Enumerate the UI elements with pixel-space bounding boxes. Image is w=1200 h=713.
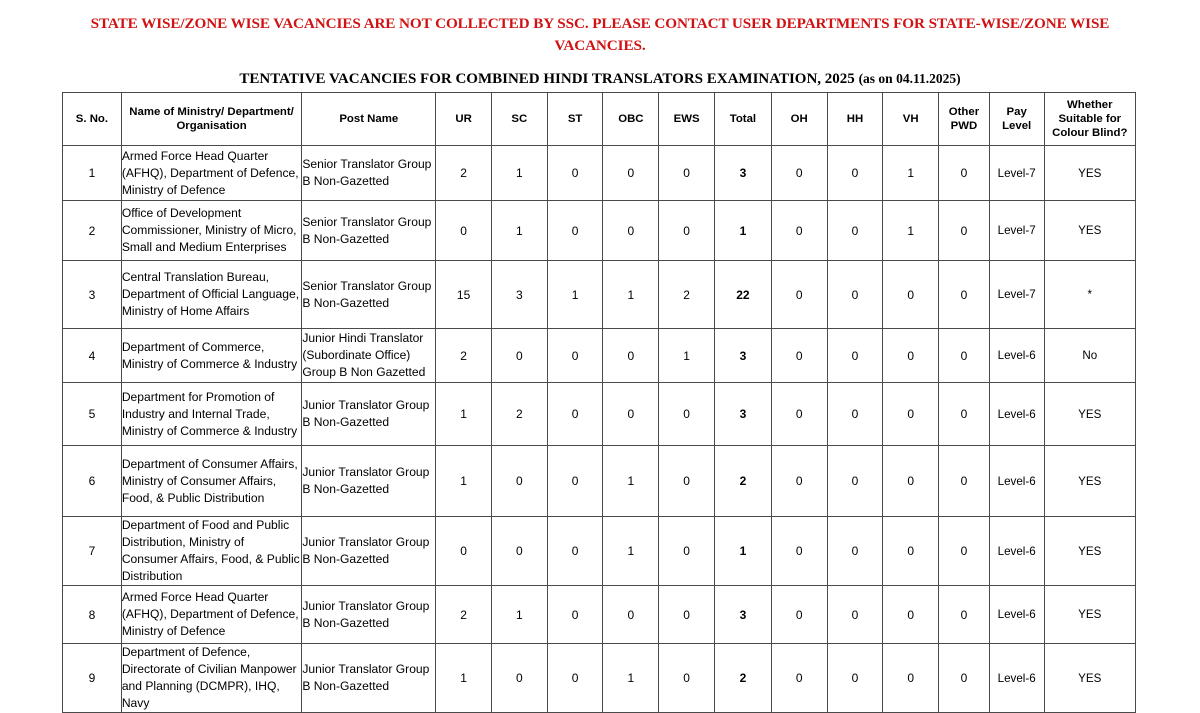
cell-colour-blind: YES bbox=[1044, 517, 1135, 586]
table-row bbox=[63, 517, 1136, 586]
cell-st: 1 bbox=[547, 261, 603, 329]
cell-st: 0 bbox=[547, 329, 603, 383]
cell-ministry: Department of Food and Public Distribution, Ministry of Consumer Affairs, Food, & Public Distribution bbox=[121, 517, 302, 586]
cell-colour-blind: No bbox=[1044, 329, 1135, 383]
cell-ministry: Armed Force Head Quarter (AFHQ), Department of Defence, Ministry of Defence bbox=[121, 146, 302, 201]
cell-sc: 2 bbox=[491, 383, 547, 446]
cell-pay-level: Level-6 bbox=[989, 383, 1044, 446]
cell-obc: 1 bbox=[603, 261, 659, 329]
cell-post-name: Junior Translator Group B Non-Gazetted bbox=[302, 586, 436, 644]
cell-ministry: Department for Promotion of Industry and Internal Trade, Ministry of Commerce & Industry bbox=[121, 383, 302, 446]
table-row bbox=[63, 261, 1136, 329]
cell-oh: 0 bbox=[771, 586, 827, 644]
col-header-ur: UR bbox=[436, 93, 492, 146]
cell-other-pwd: 0 bbox=[939, 329, 990, 383]
cell-other-pwd: 0 bbox=[939, 446, 990, 517]
cell-vh: 0 bbox=[883, 517, 939, 586]
cell-vh: 1 bbox=[883, 146, 939, 201]
cell-obc: 0 bbox=[603, 329, 659, 383]
cell-post-name: Junior Translator Group B Non-Gazetted bbox=[302, 517, 436, 586]
cell-ews: 0 bbox=[659, 586, 715, 644]
cell-ews: 0 bbox=[659, 201, 715, 261]
cell-sno: 3 bbox=[63, 261, 122, 329]
cell-ews: 2 bbox=[659, 261, 715, 329]
cell-sno: 8 bbox=[63, 586, 122, 644]
cell-sc: 0 bbox=[491, 517, 547, 586]
col-header-post-name: Post Name bbox=[302, 93, 436, 146]
cell-oh: 0 bbox=[771, 146, 827, 201]
cell-pay-level: Level-6 bbox=[989, 644, 1044, 713]
cell-post-name: Junior Translator Group B Non-Gazetted bbox=[302, 644, 436, 713]
cell-hh: 0 bbox=[827, 586, 883, 644]
cell-vh: 0 bbox=[883, 644, 939, 713]
table-header bbox=[63, 93, 1136, 146]
cell-ur: 1 bbox=[436, 446, 492, 517]
cell-sc: 3 bbox=[491, 261, 547, 329]
cell-obc: 0 bbox=[603, 586, 659, 644]
cell-pay-level: Level-6 bbox=[989, 329, 1044, 383]
cell-oh: 0 bbox=[771, 261, 827, 329]
cell-total: 22 bbox=[715, 261, 772, 329]
cell-colour-blind: YES bbox=[1044, 383, 1135, 446]
cell-other-pwd: 0 bbox=[939, 586, 990, 644]
cell-pay-level: Level-7 bbox=[989, 261, 1044, 329]
cell-hh: 0 bbox=[827, 201, 883, 261]
cell-other-pwd: 0 bbox=[939, 383, 990, 446]
cell-post-name: Senior Translator Group B Non-Gazetted bbox=[302, 146, 436, 201]
vacancy-table bbox=[62, 92, 1136, 713]
cell-obc: 0 bbox=[603, 383, 659, 446]
cell-sno: 4 bbox=[63, 329, 122, 383]
table-row bbox=[63, 329, 1136, 383]
state-wise-notice: STATE WISE/ZONE WISE VACANCIES ARE NOT COLLECTED BY SSC. PLEASE CONTACT USER DEPARTMENTS FOR STATE-WISE/ZONE WISE VACANCIES. bbox=[90, 15, 1110, 54]
cell-ur: 2 bbox=[436, 146, 492, 201]
cell-hh: 0 bbox=[827, 517, 883, 586]
col-header-ministry: Name of Ministry/ Department/ Organisation bbox=[121, 93, 302, 146]
cell-sc: 0 bbox=[491, 329, 547, 383]
cell-obc: 0 bbox=[603, 146, 659, 201]
cell-ministry: Office of Development Commissioner, Ministry of Micro, Small and Medium Enterprises bbox=[121, 201, 302, 261]
cell-ur: 2 bbox=[436, 329, 492, 383]
cell-vh: 0 bbox=[883, 586, 939, 644]
cell-obc: 1 bbox=[603, 517, 659, 586]
cell-hh: 0 bbox=[827, 383, 883, 446]
col-header-st: ST bbox=[547, 93, 603, 146]
cell-ministry: Department of Consumer Affairs, Ministry of Consumer Affairs, Food, & Public Distribution bbox=[121, 446, 302, 517]
cell-ministry: Department of Defence, Directorate of Civilian Manpower and Planning (DCMPR), IHQ, Navy bbox=[121, 644, 302, 713]
cell-post-name: Junior Translator Group B Non-Gazetted bbox=[302, 446, 436, 517]
cell-total: 3 bbox=[715, 383, 772, 446]
cell-other-pwd: 0 bbox=[939, 201, 990, 261]
cell-st: 0 bbox=[547, 146, 603, 201]
cell-ur: 0 bbox=[436, 201, 492, 261]
cell-vh: 1 bbox=[883, 201, 939, 261]
table-row bbox=[63, 586, 1136, 644]
cell-pay-level: Level-7 bbox=[989, 201, 1044, 261]
cell-sc: 1 bbox=[491, 146, 547, 201]
col-header-sc: SC bbox=[491, 93, 547, 146]
cell-other-pwd: 0 bbox=[939, 146, 990, 201]
cell-hh: 0 bbox=[827, 261, 883, 329]
table-row bbox=[63, 146, 1136, 201]
cell-pay-level: Level-6 bbox=[989, 517, 1044, 586]
table-body bbox=[63, 146, 1136, 713]
col-header-total: Total bbox=[715, 93, 772, 146]
col-header-vh: VH bbox=[883, 93, 939, 146]
cell-hh: 0 bbox=[827, 446, 883, 517]
cell-other-pwd: 0 bbox=[939, 517, 990, 586]
cell-hh: 0 bbox=[827, 146, 883, 201]
cell-total: 1 bbox=[715, 517, 772, 586]
cell-colour-blind: YES bbox=[1044, 201, 1135, 261]
cell-other-pwd: 0 bbox=[939, 644, 990, 713]
cell-ur: 1 bbox=[436, 644, 492, 713]
cell-obc: 0 bbox=[603, 201, 659, 261]
table-row bbox=[63, 644, 1136, 713]
cell-oh: 0 bbox=[771, 201, 827, 261]
cell-ews: 1 bbox=[659, 329, 715, 383]
cell-vh: 0 bbox=[883, 446, 939, 517]
cell-vh: 0 bbox=[883, 261, 939, 329]
cell-ur: 1 bbox=[436, 383, 492, 446]
table-row bbox=[63, 201, 1136, 261]
cell-total: 3 bbox=[715, 329, 772, 383]
page-title-asof-date: (as on 04.11.2025) bbox=[858, 71, 961, 86]
cell-ministry: Department of Commerce, Ministry of Commerce & Industry bbox=[121, 329, 302, 383]
vacancy-table-wrapper bbox=[62, 92, 1136, 713]
cell-total: 2 bbox=[715, 644, 772, 713]
cell-other-pwd: 0 bbox=[939, 261, 990, 329]
cell-sno: 1 bbox=[63, 146, 122, 201]
cell-ews: 0 bbox=[659, 446, 715, 517]
cell-ur: 2 bbox=[436, 586, 492, 644]
cell-st: 0 bbox=[547, 383, 603, 446]
cell-total: 3 bbox=[715, 586, 772, 644]
cell-sno: 9 bbox=[63, 644, 122, 713]
cell-ministry: Armed Force Head Quarter (AFHQ), Department of Defence, Ministry of Defence bbox=[121, 586, 302, 644]
cell-colour-blind: YES bbox=[1044, 446, 1135, 517]
cell-sc: 0 bbox=[491, 446, 547, 517]
table-row bbox=[63, 383, 1136, 446]
cell-st: 0 bbox=[547, 201, 603, 261]
cell-post-name: Junior Hindi Translator (Subordinate Office) Group B Non Gazetted bbox=[302, 329, 436, 383]
cell-ur: 0 bbox=[436, 517, 492, 586]
cell-sno: 2 bbox=[63, 201, 122, 261]
col-header-pay-level: Pay Level bbox=[989, 93, 1044, 146]
col-header-oh: OH bbox=[771, 93, 827, 146]
cell-ur: 15 bbox=[436, 261, 492, 329]
cell-colour-blind: YES bbox=[1044, 146, 1135, 201]
cell-sc: 1 bbox=[491, 201, 547, 261]
cell-total: 1 bbox=[715, 201, 772, 261]
cell-sno: 6 bbox=[63, 446, 122, 517]
cell-pay-level: Level-7 bbox=[989, 146, 1044, 201]
cell-vh: 0 bbox=[883, 383, 939, 446]
cell-sc: 0 bbox=[491, 644, 547, 713]
cell-hh: 0 bbox=[827, 644, 883, 713]
cell-post-name: Junior Translator Group B Non-Gazetted bbox=[302, 383, 436, 446]
cell-colour-blind: * bbox=[1044, 261, 1135, 329]
cell-st: 0 bbox=[547, 446, 603, 517]
cell-sno: 7 bbox=[63, 517, 122, 586]
table-row bbox=[63, 446, 1136, 517]
cell-colour-blind: YES bbox=[1044, 644, 1135, 713]
cell-ews: 0 bbox=[659, 644, 715, 713]
col-header-ews: EWS bbox=[659, 93, 715, 146]
cell-st: 0 bbox=[547, 644, 603, 713]
cell-obc: 1 bbox=[603, 446, 659, 517]
cell-obc: 1 bbox=[603, 644, 659, 713]
cell-st: 0 bbox=[547, 586, 603, 644]
cell-ews: 0 bbox=[659, 146, 715, 201]
cell-oh: 0 bbox=[771, 329, 827, 383]
col-header-other-pwd: Other PWD bbox=[939, 93, 990, 146]
col-header-sno: S. No. bbox=[63, 93, 122, 146]
table-header-row bbox=[63, 93, 1136, 146]
cell-oh: 0 bbox=[771, 644, 827, 713]
cell-st: 0 bbox=[547, 517, 603, 586]
cell-sno: 5 bbox=[63, 383, 122, 446]
page-title bbox=[62, 69, 1138, 89]
cell-sc: 1 bbox=[491, 586, 547, 644]
page-title-main: TENTATIVE VACANCIES FOR COMBINED HINDI TRANSLATORS EXAMINATION, 2025 bbox=[239, 71, 855, 87]
cell-pay-level: Level-6 bbox=[989, 586, 1044, 644]
cell-vh: 0 bbox=[883, 329, 939, 383]
cell-oh: 0 bbox=[771, 517, 827, 586]
cell-ews: 0 bbox=[659, 517, 715, 586]
col-header-colour-blind: Whether Suitable for Colour Blind? bbox=[1044, 93, 1135, 146]
cell-total: 2 bbox=[715, 446, 772, 517]
cell-pay-level: Level-6 bbox=[989, 446, 1044, 517]
cell-ministry: Central Translation Bureau, Department of Official Language, Ministry of Home Affairs bbox=[121, 261, 302, 329]
cell-colour-blind: YES bbox=[1044, 586, 1135, 644]
cell-post-name: Senior Translator Group B Non-Gazetted bbox=[302, 201, 436, 261]
cell-oh: 0 bbox=[771, 446, 827, 517]
col-header-hh: HH bbox=[827, 93, 883, 146]
cell-post-name: Senior Translator Group B Non-Gazetted bbox=[302, 261, 436, 329]
cell-hh: 0 bbox=[827, 329, 883, 383]
cell-ews: 0 bbox=[659, 383, 715, 446]
col-header-obc: OBC bbox=[603, 93, 659, 146]
cell-total: 3 bbox=[715, 146, 772, 201]
cell-oh: 0 bbox=[771, 383, 827, 446]
